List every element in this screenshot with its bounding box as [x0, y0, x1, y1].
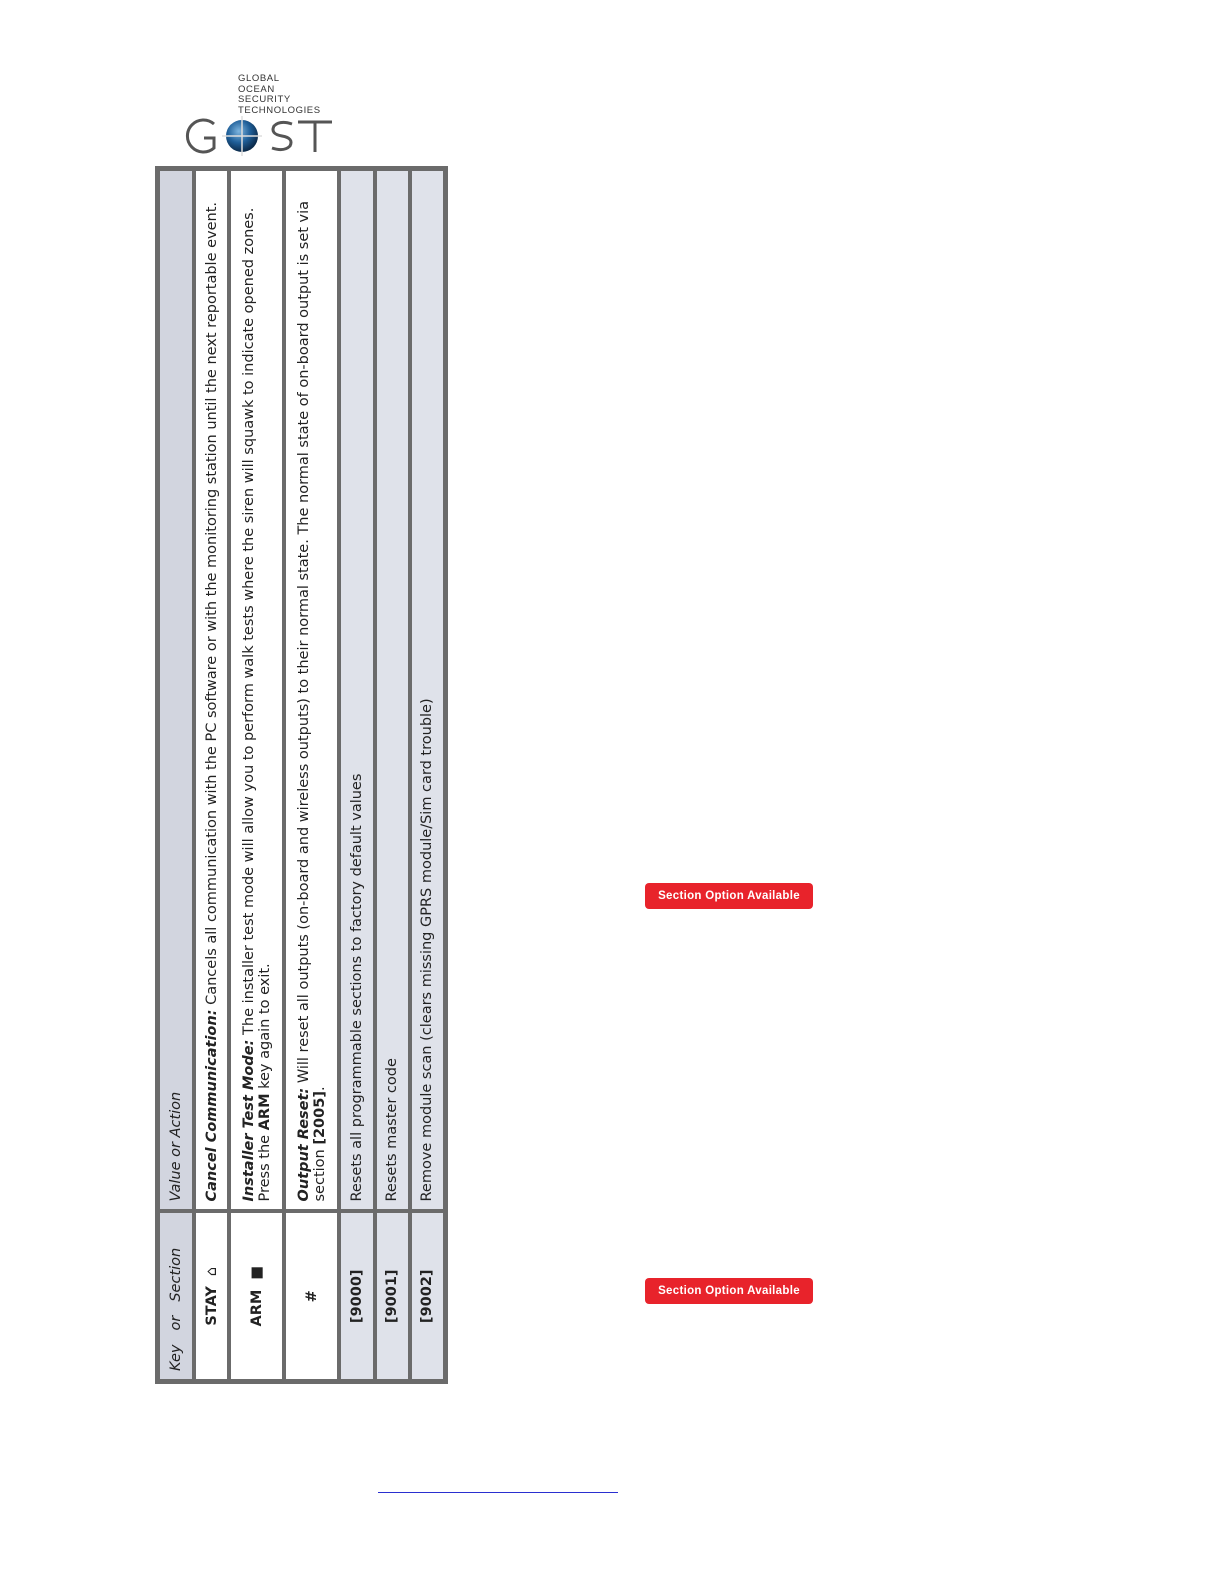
value-cell: Resets master code [375, 169, 410, 1212]
key-cell: [9000] [339, 1212, 374, 1382]
options-table-container [155, 166, 448, 1384]
table-row [375, 169, 410, 1382]
table-row [339, 169, 374, 1382]
table-header-row [158, 169, 195, 1382]
header-value: Value or Action [158, 169, 195, 1212]
table-row [194, 169, 229, 1382]
gost-logo [180, 72, 340, 158]
value-cell: Installer Test Mode: The installer test mode will allow you to perform walk tests where the siren will squawk to indicate opened zones. Press the ARM key again to exit. [229, 169, 284, 1212]
header-key-section: KeyorSection [158, 1212, 195, 1382]
logo-line: SECURITY [238, 94, 291, 105]
key-cell: ARM■ [229, 1212, 284, 1382]
key-cell: STAY⌂ [194, 1212, 229, 1382]
stay-icon: ⌂ [203, 1266, 220, 1277]
logo-text [238, 74, 321, 116]
logo-line: GLOBAL [238, 73, 280, 84]
key-cell: [9002] [410, 1212, 446, 1382]
logo-line: TECHNOLOGIES [238, 104, 321, 116]
key-cell: # [284, 1212, 339, 1382]
value-cell: Resets all programmable sections to factory default values [339, 169, 374, 1212]
arm-icon: ■ [248, 1265, 265, 1280]
logo-line: OCEAN [238, 83, 275, 95]
logo-wordmark-text: GOST [180, 116, 183, 117]
key-cell: [9001] [375, 1212, 410, 1382]
section-option-badge[interactable]: Section Option Available [645, 883, 813, 909]
value-cell: Remove module scan (clears missing GPRS module/Sim card trouble) [410, 169, 446, 1212]
value-cell: Cancel Communication: Cancels all communication with the PC software or with the monitoring station until the next reportable event. [194, 169, 229, 1212]
link-underline[interactable] [378, 1492, 618, 1493]
table-row [229, 169, 284, 1382]
logo-wordmark [180, 116, 340, 156]
options-table [155, 166, 448, 1384]
table-row [410, 169, 446, 1382]
section-option-badge[interactable]: Section Option Available [645, 1278, 813, 1304]
value-cell: Output Reset: Will reset all outputs (on-board and wireless outputs) to their normal state. The normal state of on-board output is set via section [2005]. [284, 169, 339, 1212]
table-row [284, 169, 339, 1382]
